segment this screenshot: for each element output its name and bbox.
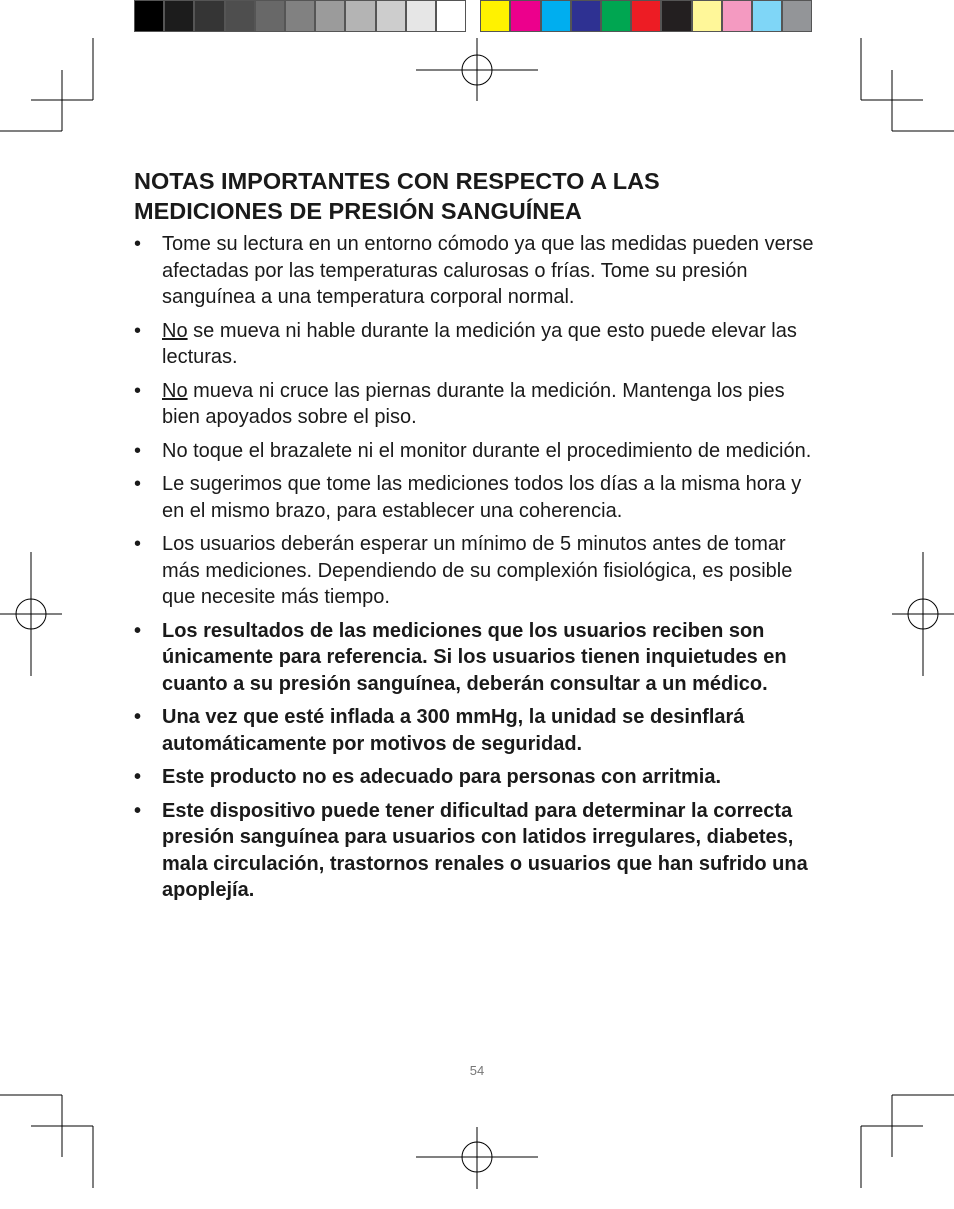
note-text: Le sugerimos que tome las mediciones todos los días a la misma hora y en el mismo brazo, para establecer una coherencia. bbox=[162, 473, 802, 522]
note-text: Una vez que esté inflada a 300 mmHg, la unidad se desinflará automáticamente por motivos de seguridad. bbox=[162, 706, 745, 755]
heading-line-2: MEDICIONES DE PRESIÓN SANGUÍNEA bbox=[134, 198, 582, 224]
note-text: Tome su lectura en un entorno cómodo ya que las medidas pueden verse afectadas por las temperaturas calurosas o frías. Tome su presión sanguínea a una temperatura corporal normal. bbox=[162, 233, 814, 308]
bullet-icon: • bbox=[134, 319, 142, 342]
note-item-reference-only bbox=[134, 618, 824, 698]
note-emphasis-no: No bbox=[162, 319, 188, 342]
registration-mark-bottom bbox=[416, 1127, 538, 1189]
bullet-icon: • bbox=[134, 766, 142, 788]
note-text: Este producto no es adecuado para personas con arritmia. bbox=[162, 766, 722, 788]
note-emphasis-no: No bbox=[162, 379, 188, 402]
note-text: Este dispositivo puede tener dificultad para determinar la correcta presión sanguínea para usuarios con latidos irregulares, diabetes, mala circulación, trastornos renales o usuarios que han sufrido una apoplejía. bbox=[162, 799, 808, 901]
bullet-icon: • bbox=[134, 233, 142, 255]
note-text: Los usuarios deberán esperar un mínimo de 5 minutos antes de tomar más mediciones. Dependiendo de su complexión fisiológica, es posible que necesite más tiempo. bbox=[162, 533, 793, 608]
bullet-icon: • bbox=[134, 473, 142, 495]
note-item-same-time bbox=[134, 471, 824, 524]
note-item-irregular-conditions bbox=[134, 798, 824, 904]
bullet-icon: • bbox=[134, 533, 142, 555]
bullet-icon: • bbox=[134, 439, 142, 462]
registration-mark-left bbox=[0, 552, 62, 676]
notes-list bbox=[134, 231, 824, 911]
bullet-icon: • bbox=[134, 799, 142, 822]
registration-mark-right bbox=[892, 552, 954, 676]
bullet-icon: • bbox=[134, 379, 142, 402]
heading-line-1: NOTAS IMPORTANTES CON RESPECTO A LAS bbox=[134, 168, 660, 194]
note-item-dont-touch bbox=[134, 438, 824, 465]
page-number: 54 bbox=[469, 1063, 485, 1078]
note-item-legs bbox=[134, 378, 824, 431]
note-item-auto-deflate bbox=[134, 704, 824, 757]
note-item-comfortable-environment bbox=[134, 231, 824, 311]
note-item-wait-minutes bbox=[134, 531, 824, 611]
note-text: No toque el brazalete ni el monitor durante el procedimiento de medición. bbox=[162, 439, 812, 462]
section-heading bbox=[134, 166, 824, 226]
registration-mark-top bbox=[416, 38, 538, 101]
note-text: Los resultados de las mediciones que los usuarios reciben son únicamente para referencia. Si los usuarios tienen inquietudes en cuanto a su presión sanguínea, deberán consultar a un médico. bbox=[162, 619, 787, 695]
note-item-arrhythmia bbox=[134, 764, 824, 791]
bullet-icon: • bbox=[134, 706, 142, 728]
note-text: se mueva ni hable durante la medición ya que esto puede elevar las lecturas. bbox=[162, 319, 797, 368]
bullet-icon: • bbox=[134, 619, 142, 642]
note-item-no-talking bbox=[134, 318, 824, 371]
note-text: mueva ni cruce las piernas durante la medición. Mantenga los pies bien apoyados sobre el piso. bbox=[162, 379, 785, 428]
